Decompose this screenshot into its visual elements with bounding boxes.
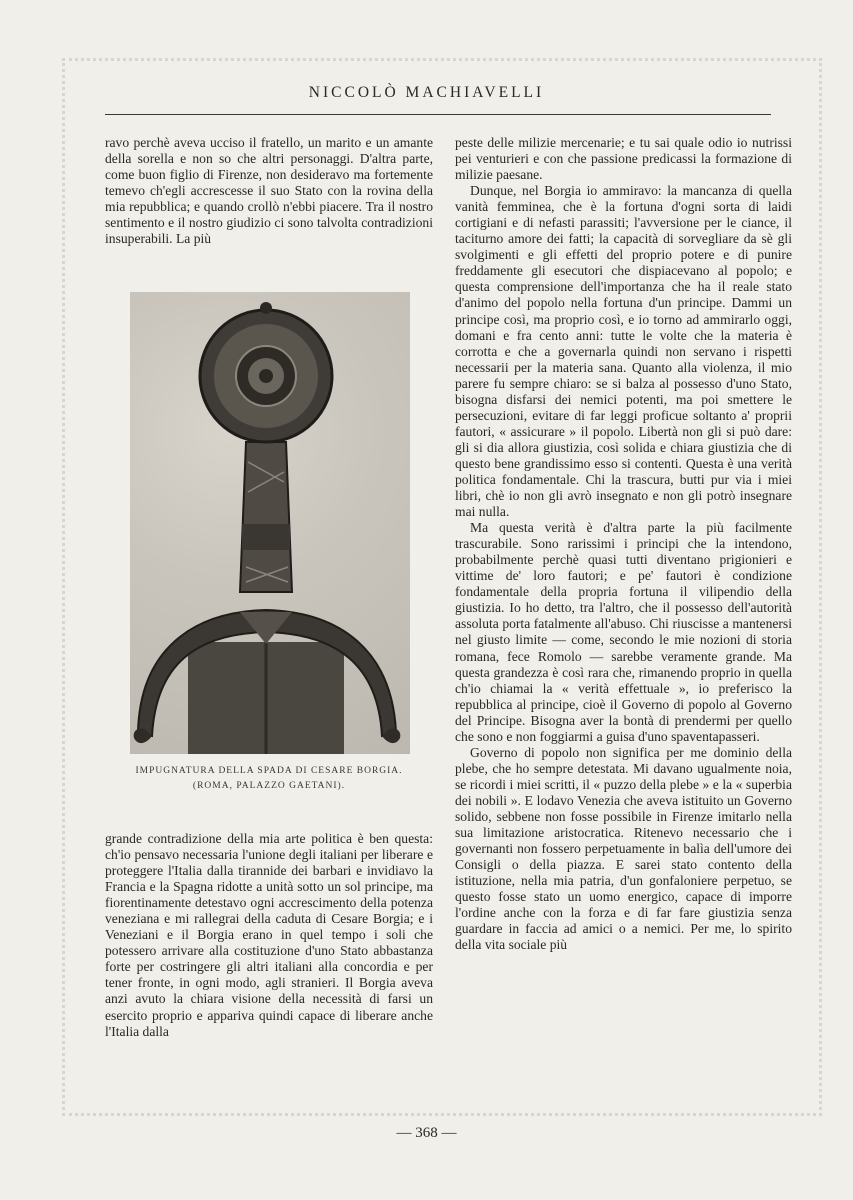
caption-line: (ROMA, PALAZZO GAETANI).	[192, 781, 346, 791]
paragraph: peste delle milizie mercenarie; e tu sai quale odio io nutrissi pei venturieri e con che passione predicassi la formazione di milizie paesane.	[455, 135, 792, 183]
paragraph: ravo perchè aveva ucciso il fratello, un marito e un amante della sorella e non so che altri personaggi. D'altra parte, come buon figlio di Firenze, non desideravo ma fortemente temevo ch'egli accrescesse il suo Stato con la rovina della mia repubblica; e quando crollò n'ebbi piacere. Tra il nostro sentimento e il nostro giudizio ci sono talvolta contradizioni insuperabili. La più	[105, 135, 433, 247]
left-column-top	[105, 135, 433, 247]
running-header: NICCOLÒ MACHIAVELLI	[308, 84, 545, 101]
grip	[240, 442, 292, 592]
sword-hilt-illustration	[130, 292, 410, 754]
sword-hilt-image	[130, 292, 410, 754]
paragraph: grande contradizione della mia arte politica è ben questa: ch'io pensavo necessaria l'unione degli italiani per liberare e proteggere l'Italia dalla tirannide dei barbari e invidiavo la Francia e la Spagna ridotte a unità sotto un sol principe, ma fiorentinamente detestavo ogni accrescimento della potenza veneziana e mi rallegrai della caduta di Cesare Borgia; e i Veneziani e il Borgia erano in quel tempo i soli che potessero arrivare alla costituzione d'uno Stato abbastanza forte per costringere gli altri italiani alla concordia e per tener fronte, in ogni modo, agli stranieri. Il Borgia aveva anzi avuto la chiara visione della necessità di farsi un esercito proprio e appariva quindi capace di liberare anche l'Italia dalla	[105, 831, 433, 1039]
right-column	[455, 135, 792, 953]
paragraph: Governo di popolo non significa per me dominio della plebe, che ho sempre detestata. Mi davano ugualmente noia, se ricordi i miei scritti, il « puzzo della plebe » e la « superbia dei nobili ». E lodavo Venezia che aveva istituito un Governo solido, sebbene non fosse possibile in Firenze imitarlo nella sua limitazione aristocratica. Ritenevo necessario che i governanti non fossero perpetuamente in balìa dell'umore dei Consigli o della piazza. E sarei stato contento della istituzione, nella mia patria, d'un gonfaloniere perpetuo, se questo fosse stato un uomo energico, capace di imporre l'ordine anche con la forza e di far fare giustizia senza guardare in faccia ad amici o a nemici. Per me, lo spirito della vita sociale più	[455, 744, 792, 953]
page-number: — 368 —	[396, 1125, 457, 1141]
header-rule	[105, 114, 771, 115]
caption-line: IMPUGNATURA DELLA SPADA DI CESARE BORGIA.	[135, 766, 403, 776]
paragraph: Dunque, nel Borgia io ammiravo: la mancanza di quella vanità femminea, che è la fortuna d'ogni sorta di laidi cortigiani e di nefasti parassiti; l'avversione per le ciance, il taciturno amore dei fatti; la capacità di sorvegliare da sè gli svolgimenti e gli effetti del proprio potere e di punire freddamente gli esecutori che dispiacevano al popolo; e questa comprensione dell'importanza che ha il reale stato d'animo del popolo nella fortuna d'un principe. Dammi un principe così, ma proprio così, e io torno ad ammirarlo oggi, domani e fra cento anni: tutte le volte che la materia è corrotta e che a governarla quindi non servano i rispetti necessarii per la materia sana. Quanto alla violenza, il mio parere fu sempre chiaro: se si balza al possesso d'uno Stato, bisogna disfarsi dei nemici potenti, ma poi smettere le persecuzioni, evitare di far leggi proficue soltanto a' proprii fautori, « assicurare » il popolo. Libertà non gli si può dare: gli si dia allora giustizia, così solida e chiara giustizia che di questo bene grandissimo esso si contenti. Questa è una verità politica fondamentale. Chi la trascura, butti pur via i miei libri, chè io non gli avrò insegnato e non gli potrò insegnare mai nulla.	[455, 183, 792, 520]
left-column-bottom	[105, 831, 433, 1040]
paragraph: Ma questa verità è d'altra parte la più facilmente trascurabile. Sono rarissimi i principi che la intendono, probabilmente perchè quasi tutti diventano prigionieri e vittime de' loro fautori; e pe' fautori è condizione fondamentale della propria fortuna il vilipendio della giustizia. Io ho detto, tra l'altro, che il possesso dell'autorità assoluta porta fatalmente all'abuso. Chi riuscisse a mantenersi nel giusto limite — come, secondo le mie nozioni di storia romana, fece Romolo — sarebbe veramente grande. Ma questa grandezza è così rara che, rimanendo proprio in quella ch'io chiamai la « verità effettuale », io preferisco la repubblica al principe, cioè il Governo di popolo al Governo del Principe. Bisogna aver la bontà di prendermi per quello che sono e non foggiarmi a guisa d'uno spaventapasseri.	[455, 520, 792, 744]
figure-caption	[105, 764, 433, 794]
